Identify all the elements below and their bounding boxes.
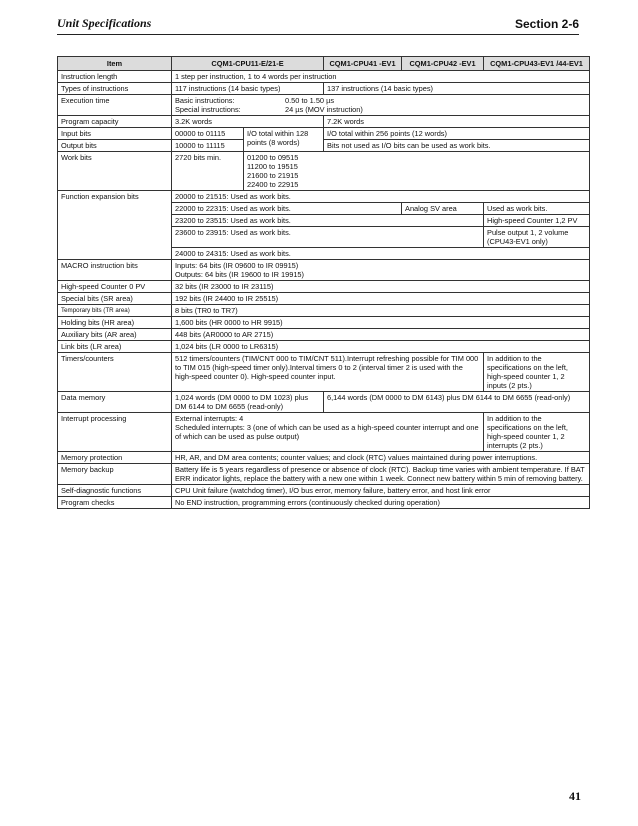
- row-label: Output bits: [58, 140, 172, 152]
- macro-outputs: Outputs: 64 bits (IR 19600 to IR 19915): [175, 270, 305, 279]
- cell: I/O total within 256 points (12 words): [324, 128, 590, 140]
- cell: 1 step per instruction, 1 to 4 words per instruction: [172, 71, 590, 83]
- header-cpu42: CQM1-CPU42 -EV1: [402, 57, 484, 71]
- cell: HR, AR, and DM area contents; counter values; and clock (RTC) values maintained during power interruptions.: [172, 452, 590, 464]
- table-row: [58, 485, 590, 497]
- table-row: [58, 281, 590, 293]
- row-label: Timers/counters: [58, 353, 172, 392]
- row-label: Link bits (LR area): [58, 341, 172, 353]
- cell: In addition to the specifications on the left, high-speed counter 1, 2 interrupts (2 pts.): [484, 413, 590, 452]
- cell: 1,600 bits (HR 0000 to HR 9915): [172, 317, 590, 329]
- row-label: Data memory: [58, 392, 172, 413]
- special-value: 24 µs (MOV instruction): [285, 105, 363, 114]
- table-row: [58, 341, 590, 353]
- row-label: Self-diagnostic functions: [58, 485, 172, 497]
- row-label: High-speed Counter 0 PV: [58, 281, 172, 293]
- table-header-row: [58, 57, 590, 71]
- cell: Bits not used as I/O bits can be used as work bits.: [324, 140, 590, 152]
- work-range: 22400 to 22915: [247, 180, 299, 189]
- cell: [244, 152, 590, 191]
- scheduled-interrupts: Scheduled interrupts: 3 (one of which can be used as a high-speed counter interrupt and one of which can be used as pulse output): [175, 423, 479, 441]
- cell: Pulse output 1, 2 volume (CPU43-EV1 only): [484, 227, 590, 248]
- cell: 23200 to 23515: Used as work bits.: [172, 215, 484, 227]
- table-row: [58, 140, 590, 152]
- cell: Battery life is 5 years regardless of presence or absence of clock (RTC). Backup time varies with ambient temperature. If BAT ERR indicator lights, replace the battery with a new one within 1 week. Connect new battery within 5 min of removing battery.: [172, 464, 590, 485]
- cell: No END instruction, programming errors (continuously checked during operation): [172, 497, 590, 509]
- row-label: Memory protection: [58, 452, 172, 464]
- cell: 3.2K words: [172, 116, 324, 128]
- basic-value: 0.50 to 1.50 µs: [285, 96, 335, 105]
- cell: 7.2K words: [324, 116, 590, 128]
- cell: I/O total within 128 points (8 words): [244, 128, 324, 152]
- cell: 32 bits (IR 23000 to IR 23115): [172, 281, 590, 293]
- work-range: 21600 to 21915: [247, 171, 299, 180]
- cell: 22000 to 22315: Used as work bits.: [172, 203, 402, 215]
- row-label: Temporary bits (TR area): [58, 305, 172, 317]
- cell: 00000 to 01115: [172, 128, 244, 140]
- cell: 512 timers/counters (TIM/CNT 000 to TIM/CNT 511).Interrupt refreshing possible for TIM 000 to TIM 015 (high-speed timer only).Interval timers 0 to 2 (interval timer 2 is used with the high-speed counter 0). High-speed counter input.: [172, 353, 484, 392]
- row-label: MACRO instruction bits: [58, 260, 172, 281]
- cell: 1,024 bits (LR 0000 to LR6315): [172, 341, 590, 353]
- row-label: Instruction length: [58, 71, 172, 83]
- table-row: [58, 191, 590, 203]
- row-label: Input bits: [58, 128, 172, 140]
- row-label: Auxiliary bits (AR area): [58, 329, 172, 341]
- row-label: Interrupt processing: [58, 413, 172, 452]
- basic-label: Basic instructions:: [175, 96, 235, 105]
- table-row: [58, 260, 590, 281]
- row-label: Holding bits (HR area): [58, 317, 172, 329]
- page-number: 41: [569, 789, 581, 803]
- external-interrupts: External interrupts: 4: [175, 414, 244, 423]
- page-header: [57, 14, 579, 35]
- cell: Used as work bits.: [484, 203, 590, 215]
- cell: 137 instructions (14 basic types): [324, 83, 590, 95]
- header-item: Item: [58, 57, 172, 71]
- table-row: [58, 95, 590, 116]
- table-row: [58, 353, 590, 392]
- cell: 1,024 words (DM 0000 to DM 1023) plus DM 6144 to DM 6655 (read-only): [172, 392, 324, 413]
- table-row: [58, 317, 590, 329]
- cell: [172, 95, 590, 116]
- table-row: [58, 83, 590, 95]
- cell: High-speed Counter 1,2 PV: [484, 215, 590, 227]
- cell: 2720 bits min.: [172, 152, 244, 191]
- table-row: [58, 452, 590, 464]
- cell: Analog SV area: [402, 203, 484, 215]
- row-label: Execution time: [58, 95, 172, 116]
- table-row: [58, 305, 590, 317]
- row-label: Types of instructions: [58, 83, 172, 95]
- header-cpu41: CQM1-CPU41 -EV1: [324, 57, 402, 71]
- cell: 10000 to 11115: [172, 140, 244, 152]
- work-range: 01200 to 09515: [247, 153, 299, 162]
- row-label: Function expansion bits: [58, 191, 172, 260]
- cell: 6,144 words (DM 0000 to DM 6143) plus DM 6144 to DM 6655 (read-only): [324, 392, 590, 413]
- table-row: [58, 329, 590, 341]
- section-number: Section 2-6: [514, 17, 579, 31]
- cell: 448 bits (AR0000 to AR 2715): [172, 329, 590, 341]
- table-row: [58, 128, 590, 140]
- row-label: Program checks: [58, 497, 172, 509]
- cell: 24000 to 24315: Used as work bits.: [172, 248, 590, 260]
- special-label: Special instructions:: [175, 105, 241, 114]
- table-row: [58, 497, 590, 509]
- cell: 117 instructions (14 basic types): [172, 83, 324, 95]
- unit-specifications-table: [57, 56, 590, 509]
- cell: 8 bits (TR0 to TR7): [172, 305, 590, 317]
- table-row: [58, 152, 590, 191]
- table-row: [58, 464, 590, 485]
- chapter-title: Unit Specifications: [57, 16, 152, 30]
- cell: [172, 413, 484, 452]
- cell: [172, 260, 590, 281]
- table-row: [58, 413, 590, 452]
- cell: 192 bits (IR 24400 to IR 25515): [172, 293, 590, 305]
- cell: CPU Unit failure (watchdog timer), I/O bus error, memory failure, battery error, and host link error: [172, 485, 590, 497]
- row-label: Work bits: [58, 152, 172, 191]
- table-row: [58, 116, 590, 128]
- table-row: [58, 392, 590, 413]
- row-label: Program capacity: [58, 116, 172, 128]
- work-range: 11200 to 19515: [247, 162, 298, 171]
- row-label: Memory backup: [58, 464, 172, 485]
- table-row: [58, 71, 590, 83]
- cell: 20000 to 21515: Used as work bits.: [172, 191, 590, 203]
- cell: 23600 to 23915: Used as work bits.: [172, 227, 484, 248]
- macro-inputs: Inputs: 64 bits (IR 09600 to IR 09915): [175, 261, 299, 270]
- cell: In addition to the specifications on the left, high-speed counter 1, 2 inputs (2 pts.): [484, 353, 590, 392]
- table-row: [58, 293, 590, 305]
- header-cpu43-44: CQM1-CPU43-EV1 /44-EV1: [484, 57, 590, 71]
- row-label: Special bits (SR area): [58, 293, 172, 305]
- header-cpu11-21: CQM1-CPU11-E/21-E: [172, 57, 324, 71]
